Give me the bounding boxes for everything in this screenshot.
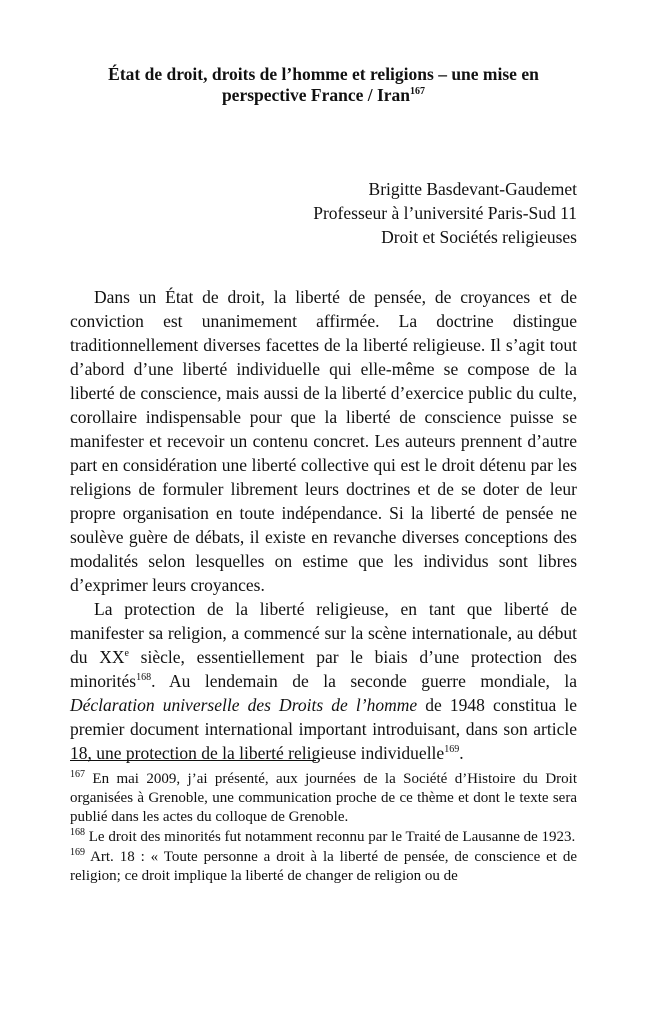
paragraph-2-part-2: siècle, essentiellement par le biais d’une protection des minorités — [70, 647, 577, 691]
author-position: Professeur à l’université Paris-Sud 11 — [313, 203, 577, 223]
footnote-ref-169[interactable]: 169 — [444, 744, 460, 756]
footnote-167 — [70, 770, 577, 827]
paragraph-2 — [70, 597, 577, 765]
footnote-ref-168[interactable]: 168 — [136, 672, 152, 684]
paragraph-2-part-1: La protection de la liberté religieuse, en tant que liberté de manifester sa religion, a commencé sur la scène internationale, au début du XX — [70, 599, 577, 667]
author-block — [70, 177, 577, 249]
paragraph-2-part-4: de 1948 constitua le premier document international important introduisant, dans son article 18, une protection de la liberté religieuse individuelle — [70, 695, 577, 763]
footnote-number: 168 — [70, 827, 85, 838]
page-title — [70, 64, 577, 106]
author-affiliation: Droit et Sociétés religieuses — [381, 227, 577, 247]
body-text — [70, 285, 577, 765]
footnotes — [70, 770, 577, 887]
footnote-text: Le droit des minorités fut notamment reconnu par le Traité de Lausanne de 1923. — [85, 829, 576, 845]
declaration-title: Déclaration universelle des Droits de l’homme — [70, 695, 418, 715]
footnote-number: 169 — [70, 847, 85, 858]
footnote-169 — [70, 848, 577, 886]
title-footnote-ref[interactable]: 167 — [410, 86, 426, 98]
paragraph-1: Dans un État de droit, la liberté de pensée, de croyances et de conviction est unanimement affirmée. La doctrine distingue traditionnellement diverses facettes de la liberté religieuse. Il s’agit tout d’abord d’une liberté individuelle qui elle-même se compose de la liberté de conscience, mais aussi de la liberté d’exercice public du culte, corollaire indispensable pour que la liberté de conscience puisse se manifester et recevoir un contenu concret. Les auteurs prennent d’autre part en considération une liberté collective qui est le droit détenu par les religions de formuler librement leurs doctrines et de se doter de leur propre organisation en toute indépendance. Si la liberté de pensée ne soulève guère de débats, il existe en revanche diverses conceptions des modalités selon lesquelles on estime que les individus sont libres d’exprimer leurs croyances. — [70, 287, 577, 595]
footnote-number: 167 — [70, 769, 85, 780]
footnote-divider — [70, 760, 316, 761]
paragraph-2-part-3: . Au lendemain de la seconde guerre mondiale, la — [151, 671, 577, 691]
page-content — [70, 64, 577, 765]
century-superscript: e — [124, 648, 129, 660]
footnote-text: Art. 18 : « Toute personne a droit à la liberté de pensée, de conscience et de religion; ce droit implique la liberté de changer de religion ou de — [70, 849, 577, 884]
paragraph-2-part-5: . — [459, 743, 464, 763]
footnote-text: En mai 2009, j’ai présenté, aux journées de la Société d’Histoire du Droit organisées à Grenoble, une communication proche de ce thème et dont le texte sera publié dans les actes du colloque de Grenoble. — [70, 771, 577, 825]
author-name: Brigitte Basdevant-Gaudemet — [368, 179, 577, 199]
footnote-168 — [70, 828, 577, 847]
title-text: État de droit, droits de l’homme et religions – une mise en perspective France / Iran — [108, 64, 539, 105]
